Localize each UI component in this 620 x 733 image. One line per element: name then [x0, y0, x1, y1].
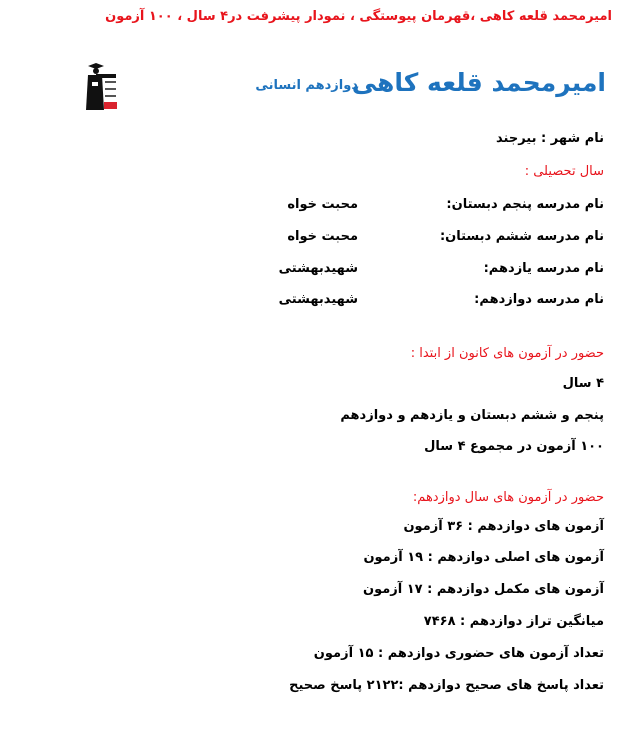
grade12-stat-line: آزمون های اصلی دوازدهم : ۱۹ آزمون [363, 550, 604, 565]
academic-years-heading: سال تحصیلی : [524, 164, 604, 179]
attendance-line: ۱۰۰ آزمون در مجموع ۴ سال [424, 439, 604, 454]
grade-label: دوازدهم انسانی [255, 78, 358, 93]
grade12-stat-line: میانگین تراز دوازدهم : ۷۴۶۸ [423, 614, 604, 629]
grade12-stat-line: تعداد آزمون های حضوری دوازدهم : ۱۵ آزمون [313, 646, 604, 661]
school-label: نام مدرسه یازدهم: [483, 261, 604, 276]
attendance-line: ۴ سال [562, 376, 604, 391]
student-name: امیرمحمد قلعه کاهی [351, 68, 606, 97]
school-label: نام مدرسه ششم دبستان: [439, 229, 604, 244]
kanoon-graduate-logo-icon [82, 62, 118, 112]
school-label: نام مدرسه دوازدهم: [474, 292, 604, 307]
attendance-grade12-heading: حضور در آزمون های سال دوازدهم: [412, 490, 604, 505]
grade12-stat-line: آزمون های مکمل دوازدهم : ۱۷ آزمون [362, 582, 604, 597]
grade12-stat-line: آزمون های دوازدهم : ۳۶ آزمون [403, 519, 604, 534]
page-headline: امیرمحمد قلعه کاهی ،قهرمان پیوستگی ، نمودار پیشرفت در۴ سال ، ۱۰۰ آزمون [105, 9, 612, 24]
attendance-since-start-heading: حضور در آزمون های کانون از ابتدا : [410, 346, 604, 361]
school-label: نام مدرسه پنجم دبستان: [446, 197, 604, 212]
grade12-stat-line: تعداد پاسخ های صحیح دوازدهم :۲۱۲۲ پاسخ صحیح [289, 678, 604, 693]
school-value: محبت خواه [287, 197, 358, 212]
school-value: شهیدبهشتی [278, 261, 358, 276]
city-line: نام شهر : بیرجند [496, 131, 604, 146]
school-value: شهیدبهشتی [278, 292, 358, 307]
school-value: محبت خواه [287, 229, 358, 244]
attendance-line: پنجم و ششم دبستان و یازدهم و دوازدهم [340, 408, 604, 423]
